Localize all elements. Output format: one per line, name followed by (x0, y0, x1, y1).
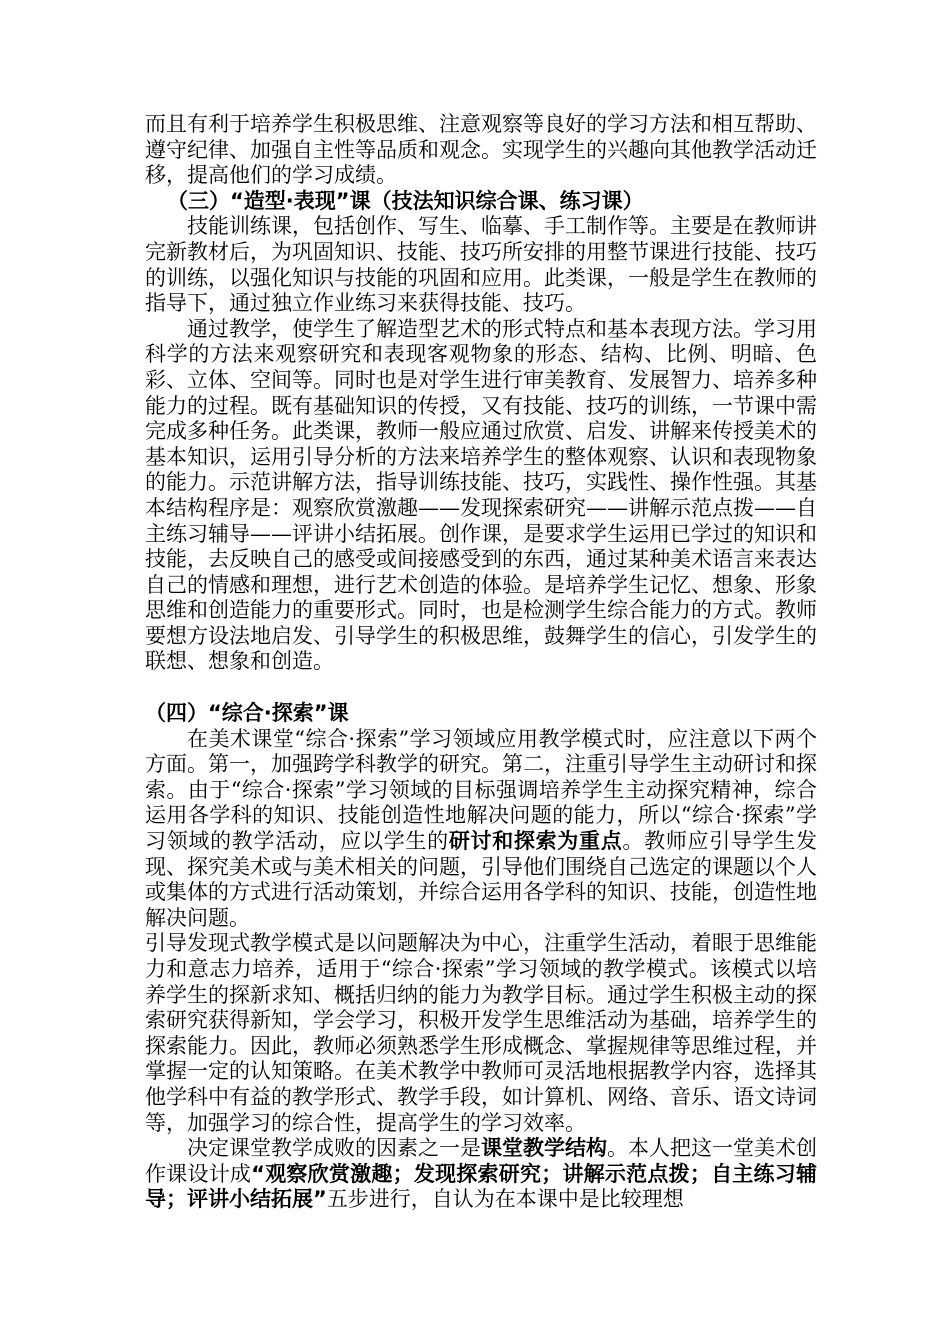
text-run: 。本人把这一堂美术创作课设计成 (145, 1136, 817, 1186)
paragraph-skill-training: 技能训练课，包括创作、写生、临摹、手工制作等。主要是在教师讲完新教材后，为巩固知识、技能、技巧所安排的用整节课进行技能、技巧的训练，以强化知识与技能的巩固和应用。此类课，一般是学生在教师的指导下，通过独立作业练习来获得技能、技巧。 (145, 214, 817, 316)
text-run: 五步进行，自认为在本课中是比较理想 (326, 1187, 684, 1212)
section-heading-3: （三）“造型·表现”课（技法知识综合课、练习课） (167, 188, 644, 213)
text-run: 决定课堂教学成败的因素之一是 (187, 1136, 481, 1161)
document-page (145, 112, 817, 1213)
paragraph-teaching: 通过教学，使学生了解造型艺术的形式特点和基本表现方法。学习用科学的方法来观察研究和表现客观物象的形态、结构、比例、明暗、色彩、立体、空间等。同时也是对学生进行审美教育、发展智力、培养多种能力的过程。既有基础知识的传授，又有技能、技巧的训练，一节课中需完成多种任务。此类课，教师一般应通过欣赏、启发、讲解来传授美术的基本知识，运用引导分析的方法来培养学生的整体观察、认识和表现物象的能力。示范讲解方法，指导训练技能、技巧，实践性、操作性强。其基本结构程序是：观察欣赏激趣——发现探索研究——讲解示范点拨——自主练习辅导——评讲小结拓展。创作课，是要求学生运用已学过的知识和技能，去反映自己的感受或间接感受到的东西，通过某种美术语言来表达自己的情感和理想，进行艺术创造的体验。是培养学生记忆、想象、形象思维和创造能力的重要形式。同时，也是检测学生综合能力的方式。教师要想方设法地启发、引导学生的积极思维，鼓舞学生的信心，引发学生的联想、想象和创造。 (145, 316, 817, 674)
paragraph-intro: 而且有利于培养学生积极思维、注意观察等良好的学习方法和相互帮助、遵守纪律、加强自主性等品质和观念。实现学生的兴趣向其他教学活动迁移，提高他们的学习成绩。 (145, 112, 817, 188)
paragraph-final (145, 1136, 817, 1213)
bold-text-run: 课堂教学结构 (481, 1136, 607, 1161)
text-run: 在美术课堂“综合·探索”学习领域应用教学模式时，应注意以下两个方面。第一，加强跨学科教学的研究。第二，注重引导学生主动研讨和探索。由于“综合·探索”学习领域的目标强调培养学生主动探究精神，综合运用各学科的知识、技能创造性地解决问题的能力，所以“综合·探索”学习领域的教学活动，应以学生的 (145, 726, 817, 854)
paragraph-comprehensive (145, 727, 817, 932)
bold-text-run: “观察欣赏激趣；发现探索研究；讲解示范点拨；自主练习辅导；评讲小结拓展” (145, 1161, 817, 1212)
text-run: 。教师应引导学生发现、探究美术或与美术相关的问题，引导他们围绕自己选定的课题以个人或集体的方式进行活动策划，并综合运用各学科的知识、技能，创造性地解决问题。 (145, 829, 818, 930)
paragraph-guided-discovery: 引导发现式教学模式是以问题解决为中心，注重学生活动，着眼于思维能力和意志力培养，适用于“综合·探索”学习领域的教学模式。该模式以培养学生的探新求知、概括归纳的能力为教学目标。通过学生积极主动的探索研究获得新知，学会学习，积极开发学生思维活动为基础，培养学生的探索能力。因此，教师必须熟悉学生形成概念、掌握规律等思维过程，并掌握一定的认知策略。在美术教学中教师可灵活地根据教学内容，选择其他学科中有益的教学形式、教学手段，如计算机、网络、音乐、语文诗词等，加强学习的综合性，提高学生的学习效率。 (145, 931, 817, 1135)
bold-text-run: 研讨和探索为重点 (448, 829, 623, 854)
section-heading-4: （四）“综合·探索”课 (145, 701, 349, 726)
